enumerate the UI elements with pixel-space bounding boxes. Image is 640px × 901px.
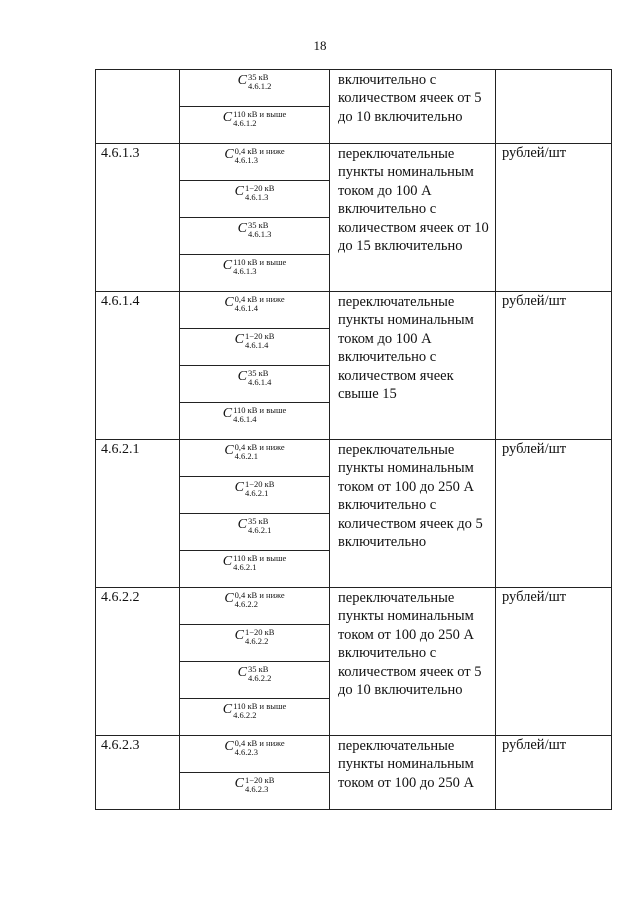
- voltage-class-label: 110 кВ и выше: [233, 553, 287, 563]
- rate-symbol-indices: [248, 73, 271, 90]
- rate-symbol: [223, 702, 287, 719]
- item-description: переключательные пункты номинальным током до 100 А включительно с количеством ячеек свыше 15: [330, 292, 496, 440]
- table-row: [96, 292, 612, 329]
- voltage-class-label: 0,4 кВ и ниже: [234, 590, 285, 600]
- rate-index-label: 4.6.2.2: [247, 673, 272, 683]
- item-description: переключательные пункты номинальным током от 100 до 250 А: [330, 736, 496, 810]
- voltage-class-label: 1−20 кВ: [244, 331, 275, 341]
- rate-symbol-indices: [248, 221, 271, 238]
- table-row: [96, 588, 612, 625]
- rate-symbol-letter: C: [224, 591, 234, 606]
- rate-symbol-cell: [180, 514, 330, 551]
- rate-symbol-cell: [180, 292, 330, 329]
- rate-symbol: [235, 776, 275, 793]
- item-unit: рублей/шт: [496, 440, 612, 588]
- rate-index-label: 4.6.1.2: [247, 81, 272, 91]
- item-code: 4.6.2.1: [96, 440, 180, 588]
- voltage-class-label: 35 кВ: [247, 368, 269, 378]
- rate-index-label: 4.6.2.2: [233, 710, 257, 720]
- rate-symbol-indices: [233, 406, 286, 423]
- rate-symbol-cell: [180, 255, 330, 292]
- rate-symbol-letter: C: [224, 147, 234, 162]
- rate-symbol-indices: [248, 369, 271, 386]
- item-unit: рублей/шт: [496, 292, 612, 440]
- rate-symbol: [223, 110, 287, 127]
- rate-symbol-indices: [235, 739, 285, 756]
- rate-symbol-letter: C: [222, 406, 233, 421]
- rate-symbol-letter: C: [234, 332, 244, 347]
- rate-index-label: 4.6.1.4: [234, 303, 259, 313]
- rate-index-label: 4.6.2.2: [244, 636, 269, 646]
- rate-symbol-letter: C: [234, 776, 244, 791]
- rate-symbol-cell: [180, 440, 330, 477]
- rate-symbol-indices: [235, 147, 285, 164]
- rate-symbol-letter: C: [222, 702, 233, 717]
- voltage-class-label: 35 кВ: [247, 664, 269, 674]
- voltage-class-label: 0,4 кВ и ниже: [234, 738, 285, 748]
- rate-symbol-cell: [180, 662, 330, 699]
- rate-symbol-indices: [235, 443, 285, 460]
- rate-symbol-letter: C: [222, 110, 233, 125]
- rate-symbol: [224, 591, 284, 608]
- rate-index-label: 4.6.1.3: [233, 266, 257, 276]
- rate-symbol-letter: C: [224, 443, 234, 458]
- rate-symbol: [235, 480, 275, 497]
- rate-symbol-cell: [180, 588, 330, 625]
- rate-symbol: [238, 517, 272, 534]
- item-code: 4.6.2.3: [96, 736, 180, 810]
- item-description: переключательные пункты номинальным током до 100 А включительно с количеством ячеек от 10 до 15 включительно: [330, 144, 496, 292]
- rate-symbol-indices: [245, 776, 274, 793]
- item-code: 4.6.1.4: [96, 292, 180, 440]
- rate-index-label: 4.6.2.1: [244, 488, 269, 498]
- rate-symbol-indices: [233, 258, 286, 275]
- rate-symbol: [223, 554, 287, 571]
- rate-symbol-cell: [180, 181, 330, 218]
- rate-symbol: [224, 147, 284, 164]
- rate-symbol-indices: [245, 628, 274, 645]
- rate-index-label: 4.6.2.1: [233, 562, 257, 572]
- rate-symbol-indices: [233, 554, 286, 571]
- rate-index-label: 4.6.1.3: [234, 155, 259, 165]
- table-row: [96, 144, 612, 181]
- item-description: включительно с количеством ячеек от 5 до 10 включительно: [330, 70, 496, 144]
- rate-symbol-indices: [233, 702, 286, 719]
- rate-symbol-indices: [235, 295, 285, 312]
- rate-symbol-cell: [180, 218, 330, 255]
- voltage-class-label: 1−20 кВ: [244, 183, 275, 193]
- table-row: [96, 736, 612, 773]
- voltage-class-label: 1−20 кВ: [244, 479, 275, 489]
- voltage-class-label: 0,4 кВ и ниже: [234, 442, 285, 452]
- rate-symbol-cell: [180, 625, 330, 662]
- rate-symbol-cell: [180, 70, 330, 107]
- page-number: 18: [313, 38, 327, 53]
- rate-symbol-letter: C: [237, 665, 247, 680]
- rate-symbol-indices: [235, 591, 285, 608]
- rate-symbol-letter: C: [237, 73, 247, 88]
- item-unit: рублей/шт: [496, 144, 612, 292]
- item-unit: рублей/шт: [496, 588, 612, 736]
- rate-symbol-indices: [245, 480, 274, 497]
- voltage-class-label: 0,4 кВ и ниже: [234, 294, 285, 304]
- rate-symbol: [224, 443, 284, 460]
- rate-symbol: [238, 221, 272, 238]
- rate-index-label: 4.6.2.3: [244, 784, 269, 794]
- voltage-class-label: 110 кВ и выше: [233, 109, 287, 119]
- rates-table: [95, 69, 612, 810]
- rate-index-label: 4.6.2.1: [234, 451, 259, 461]
- rate-symbol-letter: C: [237, 517, 247, 532]
- voltage-class-label: 110 кВ и выше: [233, 257, 287, 267]
- rate-index-label: 4.6.2.1: [247, 525, 272, 535]
- rate-index-label: 4.6.2.2: [234, 599, 259, 609]
- rate-symbol-indices: [248, 665, 271, 682]
- rate-symbol: [235, 332, 275, 349]
- rate-symbol-letter: C: [237, 369, 247, 384]
- rate-symbol: [223, 258, 287, 275]
- rate-index-label: 4.6.1.3: [247, 229, 272, 239]
- rate-symbol-letter: C: [237, 221, 247, 236]
- rate-symbol-letter: C: [222, 258, 233, 273]
- rate-symbol-indices: [248, 517, 271, 534]
- rate-symbol-letter: C: [234, 480, 244, 495]
- rate-symbol: [238, 73, 272, 90]
- voltage-class-label: 35 кВ: [247, 516, 269, 526]
- item-code: 4.6.1.3: [96, 144, 180, 292]
- rate-symbol: [224, 739, 284, 756]
- rate-symbol-cell: [180, 477, 330, 514]
- rate-symbol-cell: [180, 736, 330, 773]
- rate-symbol-indices: [245, 184, 274, 201]
- rate-symbol-cell: [180, 773, 330, 810]
- rate-symbol-letter: C: [234, 184, 244, 199]
- rate-symbol: [235, 184, 275, 201]
- rate-index-label: 4.6.2.3: [234, 747, 259, 757]
- rate-index-label: 4.6.1.4: [247, 377, 272, 387]
- rate-symbol-cell: [180, 107, 330, 144]
- rate-index-label: 4.6.1.4: [233, 414, 257, 424]
- item-description: переключательные пункты номинальным током от 100 до 250 А включительно с количеством ячеек от 5 до 10 включительно: [330, 588, 496, 736]
- table-row: [96, 440, 612, 477]
- table-row: [96, 70, 612, 107]
- rate-symbol-cell: [180, 144, 330, 181]
- rate-symbol: [223, 406, 287, 423]
- rate-symbol-letter: C: [224, 295, 234, 310]
- rate-symbol-letter: C: [224, 739, 234, 754]
- item-description: переключательные пункты номинальным током от 100 до 250 А включительно с количеством ячеек до 5 включительно: [330, 440, 496, 588]
- voltage-class-label: 110 кВ и выше: [233, 701, 287, 711]
- rate-symbol-letter: C: [222, 554, 233, 569]
- rate-symbol-cell: [180, 699, 330, 736]
- voltage-class-label: 35 кВ: [247, 72, 269, 82]
- rate-index-label: 4.6.1.2: [233, 118, 257, 128]
- rate-symbol-cell: [180, 366, 330, 403]
- rate-symbol: [238, 665, 272, 682]
- item-unit: [496, 70, 612, 144]
- rate-symbol: [238, 369, 272, 386]
- voltage-class-label: 0,4 кВ и ниже: [234, 146, 285, 156]
- item-unit: рублей/шт: [496, 736, 612, 810]
- rate-symbol-cell: [180, 329, 330, 366]
- rate-index-label: 4.6.1.4: [244, 340, 269, 350]
- rate-symbol-letter: C: [234, 628, 244, 643]
- voltage-class-label: 35 кВ: [247, 220, 269, 230]
- item-code: 4.6.2.2: [96, 588, 180, 736]
- rate-symbol: [235, 628, 275, 645]
- voltage-class-label: 1−20 кВ: [244, 627, 275, 637]
- rate-index-label: 4.6.1.3: [244, 192, 269, 202]
- rate-symbol-indices: [233, 110, 286, 127]
- rate-symbol: [224, 295, 284, 312]
- rates-table-body: [96, 70, 612, 810]
- voltage-class-label: 110 кВ и выше: [233, 405, 287, 415]
- rate-symbol-indices: [245, 332, 274, 349]
- voltage-class-label: 1−20 кВ: [244, 775, 275, 785]
- item-code: [96, 70, 180, 144]
- rate-symbol-cell: [180, 403, 330, 440]
- rate-symbol-cell: [180, 551, 330, 588]
